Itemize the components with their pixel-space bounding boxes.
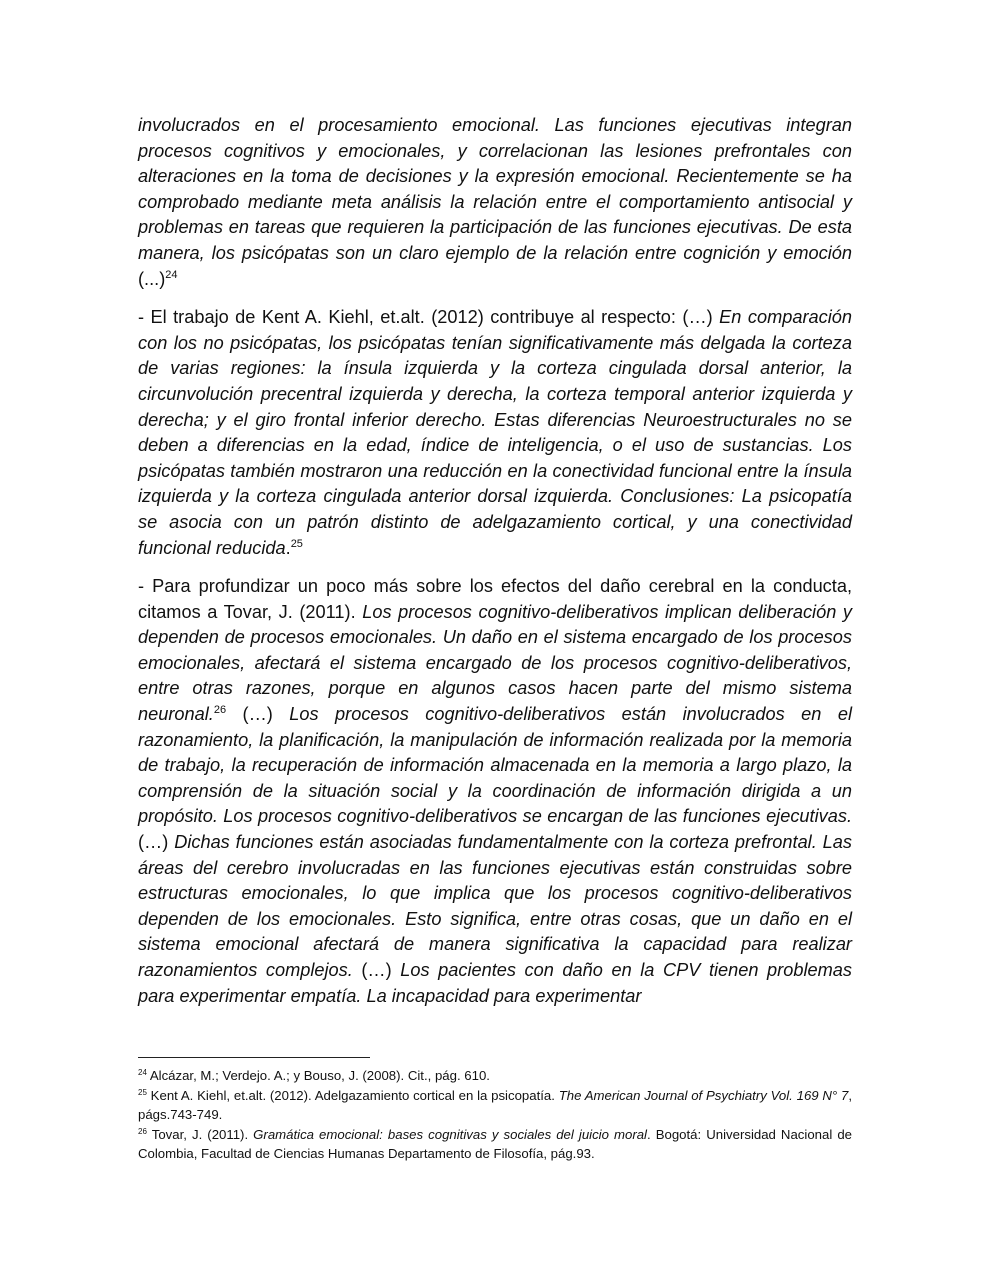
ellipsis: (…) [352,960,401,980]
footnote-tail: . Bogotá: Universidad Nacional de Colombia, Facultad de Ciencias Humanas Departamento de Filosofía, pág.93. [138,1126,852,1161]
footnotes [138,1066,852,1164]
footnote-number: 25 [138,1087,147,1097]
footnote-text: Tovar, J. (2011). [146,1126,254,1142]
footnote-text: Kent A. Kiehl, et.alt. (2012). Adelgazamiento cortical en la psicopatía. [146,1087,559,1103]
quote-text: Los procesos cognitivo-deliberativos están involucrados en el razonamiento, la planificación, la manipulación de información realizada por la memoria de trabajo, la recuperación de información almacenada en la memoria a largo plazo, la comprensión de la situación social y la coordinación de información dirigida a un propósito. Los procesos cognitivo-deliberativos se encargan de las funciones ejecutivas. [138,704,852,827]
footnote-text: Alcázar, M.; Verdejo. A.; y Bouso, J. (2008). Cit., pág. 610. [146,1068,490,1083]
ellipsis: (...) [138,268,166,289]
footnote-ref-25[interactable]: 25 [290,537,303,550]
footnote-book-title: Gramática emocional: bases cognitivas y sociales del juicio moral [253,1126,647,1142]
footnote-separator [138,1057,370,1058]
footnote-ref-24[interactable]: 24 [165,268,178,281]
footnote-journal: The American Journal of Psychiatry Vol. 169 N° 7 [558,1087,849,1103]
paragraph-intro: - Para profundizar un poco más sobre los efectos del daño cerebral en la conducta, citamos a Tovar, J. (2011). [138,576,852,622]
footnote-24 [138,1066,852,1086]
quote-text: involucrados en el procesamiento emocional. Las funciones ejecutivas integran procesos cognitivos y emocionales, y correlacionan las lesiones prefrontales con alteraciones en la toma de decisiones y la expresión emocional. Recientemente se ha comprobado mediante meta análisis la relación entre el comportamiento antisocial y problemas en tareas que requieren la participación de las funciones ejecutivas. De esta manera, los psicópatas son un claro ejemplo de la relación entre cognición y emoción [138,115,852,263]
footnote-25 [138,1086,852,1125]
footnote-number: 26 [138,1126,147,1136]
footnote-26 [138,1125,852,1164]
document-body [138,113,852,1022]
ellipsis: (…) [138,832,175,853]
quote-text: Los procesos cognitivo-deliberativos implican deliberación y dependen de procesos emocionales. Un daño en el sistema encargado de los procesos emocionales, afectará el sistema encargado de los procesos cognitivo-deliberativos, entre otras razones, porque en algunos casos hacen parte del mismo sistema neuronal. [138,601,852,725]
quote-text: Dichas funciones están asociadas fundamentalmente con la corteza prefrontal. Las áreas del cerebro involucradas en las funciones ejecutivas están construidas sobre estructuras emocionales, lo que implica que los procesos cognitivo-deliberativos dependen de los emocionales. Esto significa, entre otras cosas, que un daño en el sistema emocional afectará de manera significativa la capacidad para realizar razonamientos complejos. [138,832,852,980]
footnote-ref-26[interactable]: 26 [213,704,227,717]
sentence-end: . [285,537,291,558]
footnote-tail: , págs.743-749. [138,1087,852,1122]
ellipsis: (…) [226,704,290,725]
quote-text: Los pacientes con daño en la CPV tienen problemas para experimentar empatía. La incapacidad para experimentar [138,960,852,1006]
paragraph-3 [138,574,852,1009]
quote-text: En comparación con los no psicópatas, los psicópatas tenían significativamente más delgada la corteza de varias regiones: la ínsula izquierda y la corteza cingulada dorsal anterior, la circunvolución precentral izquierda y derecha, la corteza temporal anterior izquierda y derecha; y el giro frontal inferior derecho. Estas diferencias Neuroestructurales no se deben a diferencias en la edad, índice de inteligencia, o el uso de sustancias. Los psicópatas también mostraron una reducción en la conectividad funcional entre la ínsula izquierda y la corteza cingulada anterior dorsal izquierda. Conclusiones: La psicopatía se asocia con un patrón distinto de adelgazamiento cortical, y una conectividad funcional reducida [138,307,852,558]
footnote-number: 24 [138,1068,147,1077]
paragraph-1 [138,113,852,292]
paragraph-intro: - El trabajo de Kent A. Kiehl, et.alt. (2012) contribuye al respecto: (…) [138,307,720,328]
paragraph-2 [138,305,852,561]
